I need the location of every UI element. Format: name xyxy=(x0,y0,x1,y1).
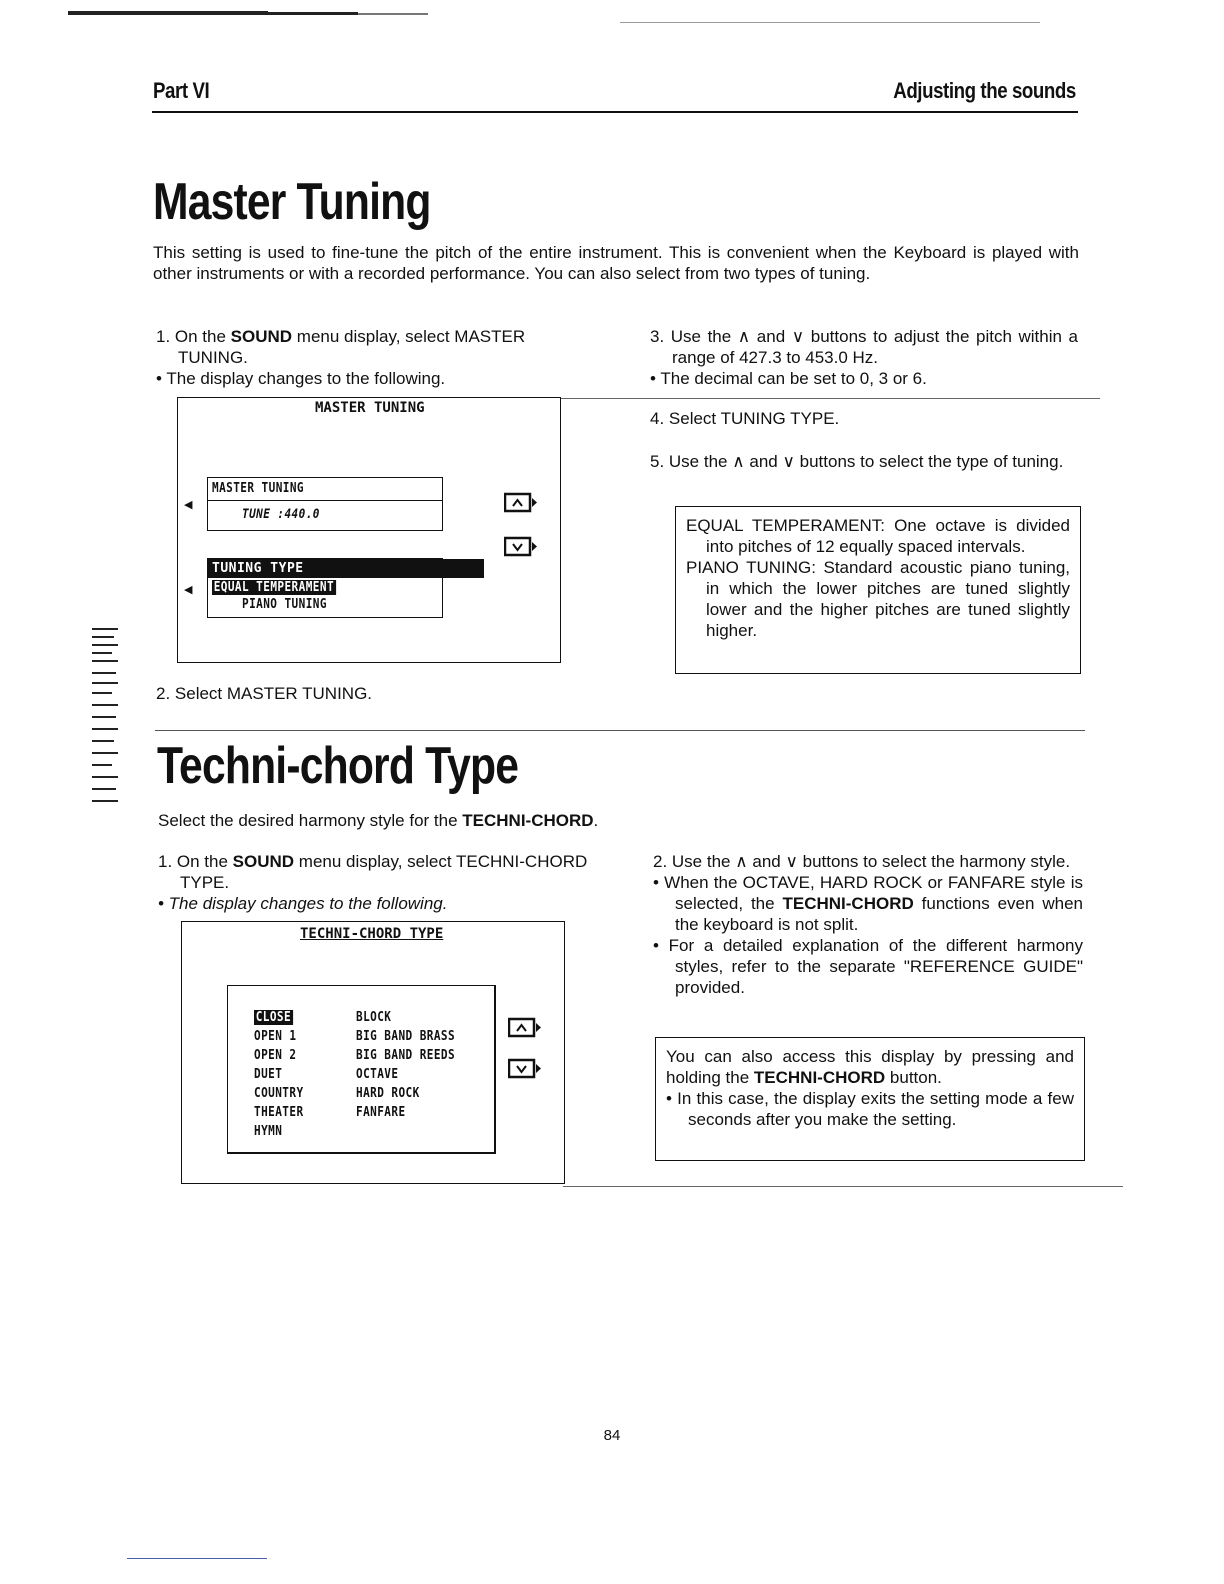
style-country[interactable]: COUNTRY xyxy=(254,1086,304,1101)
note-equal: EQUAL TEMPERAMENT: One octave is divided into pitches of 12 equally spaced intervals. xyxy=(686,516,1070,556)
harmony-col-1 xyxy=(254,1008,312,1141)
divider-line xyxy=(560,398,1100,399)
master-tuning-intro: This setting is used to fine-tune the pitch of the entire instrument. This is convenient when the Keyboard is played with other instruments or with a recorded performance. You can also select from two types of tuning. xyxy=(153,243,1079,283)
techni-note-bullet: • In this case, the display exits the setting mode a few seconds after you make the setting. xyxy=(666,1089,1074,1129)
scan-artifact-line xyxy=(620,22,1040,23)
tuning-type-title: TUNING TYPE xyxy=(208,559,484,578)
style-hymn[interactable]: HYMN xyxy=(254,1124,283,1139)
section-divider xyxy=(155,730,1085,731)
equal-temperament-option[interactable]: EQUAL TEMPERAMENT xyxy=(213,580,335,595)
sound-keyword: SOUND xyxy=(230,327,293,346)
header-section: Adjusting the sounds xyxy=(893,78,1076,103)
style-close[interactable]: CLOSE xyxy=(255,1010,292,1025)
master-step5: 5. Use the ∧ and ∨ buttons to select the type of tuning. xyxy=(650,452,1064,471)
master-tuning-lcd xyxy=(177,397,561,663)
master-step2: 2. Select MASTER TUNING. xyxy=(156,684,373,703)
techni-step1-bullet: • The display changes to the following. xyxy=(158,894,448,913)
up-button[interactable] xyxy=(508,1017,542,1039)
field-title: MASTER TUNING xyxy=(212,481,305,496)
techni-bullet-b: • For a detailed explanation of the different harmony styles, refer to the separate "REFERENCE GUIDE" provided. xyxy=(653,936,1083,997)
scan-artifact-top xyxy=(68,8,448,18)
down-button[interactable] xyxy=(508,1058,542,1080)
page-number: 84 xyxy=(603,1427,621,1444)
harmony-col-2 xyxy=(356,1008,473,1122)
down-button[interactable] xyxy=(504,536,538,558)
style-big-band-brass[interactable]: BIG BAND BRASS xyxy=(356,1029,456,1044)
note-piano: PIANO TUNING: Standard acoustic piano tuning, in which the lower pitches are tuned slightly lower and the higher pitches are tuned slightly higher. xyxy=(686,558,1070,640)
techni-step1: 1. On the SOUND menu display, select TECHNI-CHORD TYPE. • The display changes to the following. xyxy=(158,851,598,914)
harmony-style-list xyxy=(227,985,496,1154)
techni-bullet-a: • When the OCTAVE, HARD ROCK or FANFARE style is selected, the TECHNI-CHORD functions even when the keyboard is not split. xyxy=(653,873,1084,934)
header-rule xyxy=(152,111,1078,113)
master-step3: 3. Use the ∧ and ∨ buttons to adjust the pitch within a range of 427.3 to 453.0 Hz. • The decimal can be set to 0, 3 or 6. xyxy=(650,327,1078,388)
piano-tuning-option[interactable]: PIANO TUNING xyxy=(242,597,327,612)
style-hard-rock[interactable]: HARD ROCK xyxy=(356,1086,420,1101)
header-part: Part VI xyxy=(153,78,210,103)
master-step3-bullet: • The decimal can be set to 0, 3 or 6. xyxy=(650,369,927,388)
lcd-title: TECHNI-CHORD TYPE xyxy=(300,926,444,942)
techni-note: You can also access this display by pressing and holding the TECHNI-CHORD button. • In this case, the display exits the setting mode a few seconds after you make the setting. xyxy=(655,1037,1085,1161)
left-arrow-icon: ◀ xyxy=(184,499,193,511)
style-theater[interactable]: THEATER xyxy=(254,1105,304,1120)
left-arrow-icon: ◀ xyxy=(184,584,193,596)
techni-chord-lcd xyxy=(181,921,565,1184)
master-tuning-field[interactable] xyxy=(207,477,443,531)
bottom-divider xyxy=(563,1186,1123,1187)
techni-chord-intro: Select the desired harmony style for the TECHNI-CHORD. xyxy=(158,811,599,830)
tuning-type-field[interactable] xyxy=(207,558,443,618)
style-open-1[interactable]: OPEN 1 xyxy=(254,1029,297,1044)
up-button[interactable] xyxy=(504,492,538,514)
lcd-title: MASTER TUNING xyxy=(315,400,425,416)
techni-step2: 2. Use the ∧ and ∨ buttons to select the harmony style. • When the OCTAVE, HARD ROCK or FANFARE style is selected, the TECHNI-CHORD functions even when the keyboard is not split. • For a detailed explanation of the different harmony styles, refer to the separate "REFERENCE GUIDE" provided. xyxy=(653,852,1084,997)
bottom-rule xyxy=(127,1558,267,1559)
techni-chord-title: Techni-chord Type xyxy=(157,737,519,795)
style-octave[interactable]: OCTAVE xyxy=(356,1067,399,1082)
master-step4: 4. Select TUNING TYPE. xyxy=(650,409,840,428)
style-block[interactable]: BLOCK xyxy=(356,1010,392,1025)
style-open-2[interactable]: OPEN 2 xyxy=(254,1048,297,1063)
master-step1-bullet: • The display changes to the following. xyxy=(156,369,446,388)
master-step1: 1. On the SOUND menu display, select MASTER TUNING. • The display changes to the following. xyxy=(156,326,596,389)
tune-value: TUNE :440.0 xyxy=(242,507,320,522)
tuning-type-note xyxy=(675,506,1081,674)
master-tuning-title: Master Tuning xyxy=(153,173,431,231)
style-duet[interactable]: DUET xyxy=(254,1067,283,1082)
style-fanfare[interactable]: FANFARE xyxy=(356,1105,406,1120)
style-big-band-reeds[interactable]: BIG BAND REEDS xyxy=(356,1048,456,1063)
margin-marks xyxy=(92,628,120,804)
